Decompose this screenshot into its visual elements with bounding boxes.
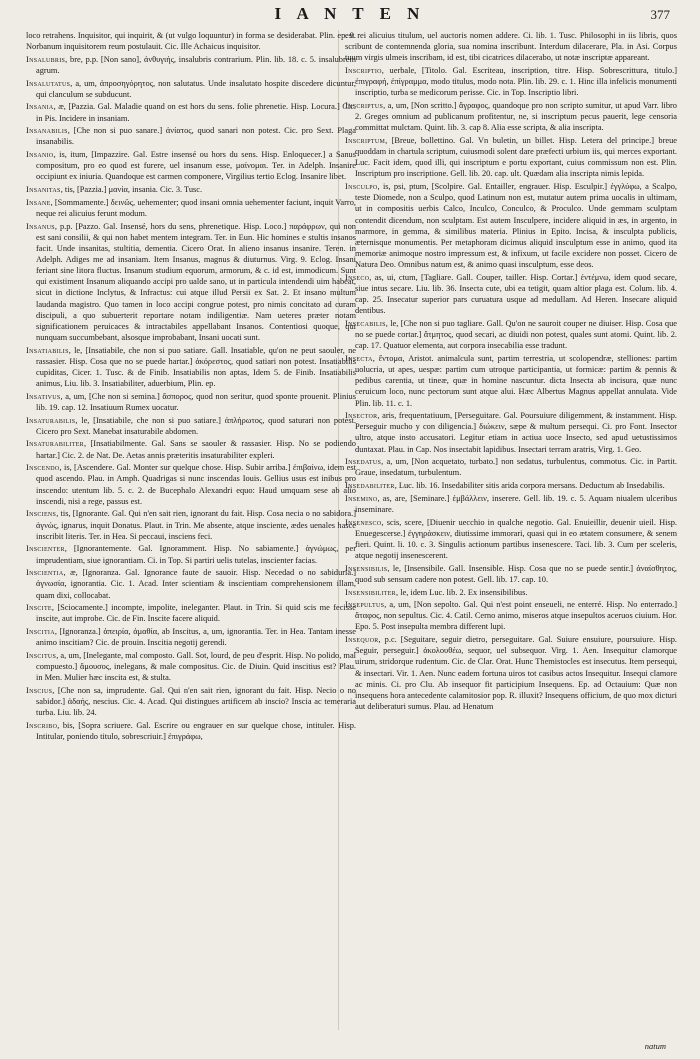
entry-text: , as, are, [Seminare.] ἐμβάλλειν, inserere. Gell. lib. 19. c. 5. Aquam niualem ulceribus inseminare. bbox=[355, 493, 677, 514]
entry-headword: Insciens bbox=[26, 509, 57, 519]
page-number: 377 bbox=[650, 7, 670, 22]
entry-headword: Insanus bbox=[26, 221, 55, 231]
entry-text: , le, idem Luc. lib. 2. Ex insensibilibus. bbox=[396, 587, 528, 597]
dictionary-entry bbox=[345, 517, 677, 562]
entry-text: , p.c. [Seguitare, seguir dietro, perseguitare. Gal. Suiure ensuiure, poursuiure. Hisp. Seguir, perseguir.] ἀκολουθέω, sequor, uel subsequor. Virg. 1. Aen. Insequitur clamorque uirum, stridorque rudentum. Cic. de Clar. Orat. Hunc Themistocles est insecutus. Item persequi, & insectari. Vir. 1. Aen. Nunc eadem fortuna uiros tot casibus actos Insequitur. Insequi clamore ac minis. Ci. pro Clu. Ab insequor fit participium Insequens. Ep. ad Octauium: Quæ non insequens hora antecedente calamitosior pop. R. illuxit? Insequens officium, de quo mox dicturi aut deliberaturi sumus. Plau. ad Henatum bbox=[355, 635, 677, 712]
entry-headword: Inscite bbox=[26, 603, 52, 613]
dictionary-entry bbox=[345, 587, 677, 598]
dictionary-entry bbox=[26, 438, 356, 460]
entry-headword: Inscius bbox=[26, 685, 53, 695]
entry-text: , is, itum, [Impazzire. Gal. Estre insensé ou hors du sens. Hisp. Enloquecer.] a Sanus compositum, pro eo quod est furere, uel insanum esse, μαίνομαι. Ter. in Adelph. Insanire occipiunt ex iniuria. Quandoque est carmen componere, Virgilius tertio Eclog. Insanire libet. bbox=[36, 150, 356, 182]
entry-headword: Insanitas bbox=[26, 185, 61, 195]
entry-headword: Insemino bbox=[345, 493, 378, 503]
dictionary-entry bbox=[26, 543, 356, 565]
entry-headword: Insaturabilis bbox=[26, 415, 76, 425]
entry-text: , a, um, [Non acquetato, turbato.] non sedatus, turbulentus, commotus. Cic. in Partit. Graue, insedatum, turbulentum. bbox=[355, 457, 677, 478]
entry-headword: Insaturabiliter bbox=[26, 439, 84, 449]
entry-text: , tis, [Ignorante. Gal. Qui n'en sait rien, ignorant du fait. Hisp. Cosa necia o no sabidora.] ἀγνώς, ignarus, inquit Donatus. Plaut. in Trin. Me absente, atque insciente, ædes uenales hasce inscribit literis. Ter. in Hea. Si peccaui, insciens feci. bbox=[36, 509, 356, 541]
dictionary-entry bbox=[26, 221, 356, 344]
dictionary-entry bbox=[345, 410, 677, 455]
dictionary-entry bbox=[26, 345, 356, 390]
entry-headword: Insensibilis bbox=[345, 563, 388, 573]
left-column bbox=[26, 30, 356, 1055]
entry-text: , a, um, [Non scritto.] ἄγραφος, quandoque pro non scripto sumitur, ut apud Varr. libro 2. Greges omnium ad publicanum profitentur, ne, si inscriptum pecus pauerit, lege censoria committat mulctam. Quint. lib. 3. cap 8. Alia esse scripta, & alia inscripta. bbox=[355, 100, 677, 133]
entry-headword: Insedatus bbox=[345, 457, 382, 467]
entry-headword: Insativus bbox=[26, 391, 61, 401]
entry-text: , le, [Insatiabile, che non si puo satiare.] ἀπλήρωτος, quod saturari non potest. Cicero pro Sext. Manebat insaturabile abdomen. bbox=[36, 415, 356, 436]
right-column bbox=[345, 30, 677, 1055]
entry-headword: Insecabilis bbox=[345, 318, 386, 328]
dictionary-entry bbox=[26, 391, 356, 413]
entry-headword: Inscendo bbox=[26, 463, 60, 473]
page-header bbox=[0, 4, 700, 26]
entry-headword: Insalutatus bbox=[26, 78, 71, 88]
entry-text: , æ, [Ignoranza. Gal. Ignorance faute de sauoir. Hisp. Necedad o no sabiduria.] ἀγνωσία, ignorantia. Cic. 1. Acad. Inter scientiam & inscientiam comprehensionem illam, quam dixi, collocabat. bbox=[36, 568, 356, 600]
entry-text: , p.p. [Pazzo. Gal. Insensé, hors du sens, phrenetique. Hisp. Loco.] παράφρων, qui non est sani consilii, & qui non habet mentem integram. Ter. in Eun. Hic homines e stultis insanos facit. Unde insanitas, stultitia, dementia. Cicero Orat. In alieno insanus insanire. Teren. in Adelph. Adiges me ad insaniam. Item Insanus, magnus & diuturnus. Virg. 9. Eclog. Insani feriant sine litora fluctus. Insanum studium equorum, armorum, & c. id est, immodicum. Sunt qui existiment Insanum aliquando accipi pro ualde sano, ut in particula intendendi uim habeat, sicut in dictione Inclytus, & Infractus: cui atque illud Persii ex Sat. 2. Et insano multum laudanda magistro. Quo tamen in loco accipi congrue potest, pro nimis concitato ad curam discipuli, a quo subuerterit reportare notam indiligentiæ. Nam ueteres præter notam significationem peruicaces & intractabiles appellabant Insanos. Contentiosi quoque, qui nunquam succumbebant, alsosque improbabant, Insani uocati sunt. bbox=[36, 221, 356, 343]
entry-text: , uerbale, [Titolo. Gal. Escriteau, inscription, titre. Hisp. Sobrescrittura, titulo.] ἐπιγραφή, ἐπίγραμμα, modo titulus, modo nota. Plin. lib. 29. c. 1. Hinc illa infelicis monumenti inscriptio, turba se medicorum perisse. Cic. in Top. Inscriptio libri. bbox=[355, 65, 677, 98]
entry-text: est rei alicuius titulum, uel auctoris nomen addere. Ci. lib. 1. Tusc. Philosophi in iis libris, quos scribunt de contemnenda gloria, sua nomina inscribunt. Interdum dilacerare, Pla. in Asi. Corpus tuum virgis ulmeis inscribam, id est, tibi cicatrices dilacerabo, ut notæ inscriptæ appareant. bbox=[345, 31, 677, 63]
entry-headword: Inscriptum bbox=[345, 135, 386, 145]
entry-text: , [Breue, bollettino. Gal. Vn buletin, un billet. Hisp. Letera del principe.] breue quoddam in chartula scriptum, cuiusmodi solent dare præfecti urbium iis, qui merces exportant. Luc. Facit idem, quod illi, qui inscriptum e portu exportant, cuius commissum non est. Plin. Inscriptum pro inscriptione. Gell. lib. 20. cap. ult. Quædam alia inscripta nimis lepida. bbox=[355, 135, 677, 179]
dictionary-entry bbox=[26, 415, 356, 437]
entry-text: , a, um, [Inelegante, mal composto. Gall. Sot, lourd, de peu d'esprit. Hisp. No polido, mal compuesto.] ἄμουσος, inelegans, & male compositus. Cic. de Diuin. Quid inscitius est? Plau. in Men. Mulier hæc inscita est, & stulta. bbox=[36, 650, 356, 683]
dictionary-entry bbox=[26, 78, 356, 100]
dictionary-entry bbox=[26, 101, 356, 123]
entry-headword: Inscitia bbox=[26, 626, 55, 636]
entry-text: , [Ignoranza.] ἀπειρία, ἀμαθία, ab Inscitus, a, um, ignorantia. Ter. in Hea. Tantam inesse animo inscitiam? Cic. de prouin. Inscitia negotij gerendi. bbox=[36, 626, 356, 648]
entry-headword: Insepultus bbox=[345, 600, 385, 610]
dictionary-entry bbox=[345, 100, 677, 133]
dictionary-entry bbox=[26, 125, 356, 147]
dictionary-entry bbox=[26, 197, 356, 219]
entry-headword: Insalubris bbox=[26, 54, 66, 64]
dictionary-entry bbox=[26, 602, 356, 624]
dictionary-entry bbox=[26, 462, 356, 507]
dictionary-entry bbox=[345, 30, 677, 63]
entry-text: , [Sciocamente.] incompte, impolite, ineleganter. Plaut. in Trin. Si quid scis me fecisse inscite, aut improbe. Cic. de Fin. Inscite facere aliquid. bbox=[36, 603, 356, 624]
entry-headword: Inseco bbox=[345, 272, 370, 282]
dictionary-entry bbox=[345, 135, 677, 180]
entry-text: , is, [Ascendere. Gal. Monter sur quelque chose. Hisp. Subir arriba.] ἐπιβαίνω, idem est quod ascendo. Plau. in Amph. Quadrigas si nunc inscendas Iouis. Gellius usus est inibus pro inscendo: utentum lib. 5. c. 2. de Bucephalo Alexandri equo: Haud umquam sese ab alio inscendi, nisi a rege, passus est. bbox=[36, 463, 356, 506]
running-head: I A N T E N bbox=[274, 4, 426, 23]
entry-text: , [Che non si puo sanare.] ἀνίατος, quod sanari non potest. Cic. pro Sext. Plaga insanabilis. bbox=[36, 126, 356, 147]
entry-text: , a, um, [Che non si semina.] ἄσπορος, quod non seritur, quod sponte prouenit. Plinius lib. 19. cap. 12. Insatiuum Rumex uocatur. bbox=[36, 391, 356, 412]
entry-text: , le, [Insensibile. Gall. Insensible. Hisp. Cosa que no se puede sentir.] ἀναίσθητος, quod sub sensum cadere non potest. Gell. lib. 17. cap. 10. bbox=[355, 563, 677, 584]
dictionary-entry bbox=[345, 65, 677, 98]
dictionary-entry bbox=[345, 181, 677, 270]
dictionary-entry bbox=[26, 626, 356, 648]
entry-headword: Inscienter bbox=[26, 544, 65, 554]
entry-text: , bis, [Sopra scriuere. Gal. Escrire ou engrauer en sur quelque chose, intituler. Hisp. Intitular, poniendo titulo, sobrescriuir.] ἐπιγράφω, bbox=[36, 720, 356, 741]
entry-headword: Insecta bbox=[345, 353, 373, 363]
entry-headword: Insensibiliter bbox=[345, 587, 396, 597]
entry-text: , [Ignorantemente. Gal. Ignoramment. Hisp. No sabiamente.] ἀγνώμως, per imprudentiam, siue ignorantiam. Ci. in Top. Si partiri uelis tutelas, inscienter facias. bbox=[36, 544, 356, 565]
entry-text: , tis, [Pazzia.] μανία, insania. Cic. 3. Tusc. bbox=[60, 185, 203, 195]
entry-headword: Insenesco bbox=[345, 517, 382, 527]
entry-text: , scis, scere, [Diuenir uecchio in qualche negotio. Gal. Enuieillir, deuenir uieil. Hisp. Enuegescerse.] ἐγγηράσκειν, diutissime immorari, quasi qui in eo ætatem consumere, & senem fieri. Quint. li. 10. c. 3. Singulis actionum partibus insenescere. Taci. lib. 3. Cum per sceleris, atque negotij insenescerent. bbox=[355, 517, 677, 561]
entry-headword: Insania bbox=[26, 102, 54, 112]
entry-text: , Luc. lib. 16. Insedabiliter sitis arida corpora mersans. Deductum ab Insedabilis. bbox=[394, 481, 665, 491]
dictionary-entry bbox=[345, 456, 677, 478]
dictionary-entry bbox=[345, 493, 677, 515]
entry-headword: Inscientia bbox=[26, 568, 64, 578]
entry-text: , [Che non sa, imprudente. Gal. Qui n'en sait rien, ignorant du fait. Hisp. Necio o no sabidor.] ἀδαής, nescius. Cic. 4. Acad. Qui distingues artificem ab inscio? Inscia ac temeraria turba. Liu. lib. 24. bbox=[36, 685, 356, 718]
dictionary-entry bbox=[26, 149, 356, 182]
entry-headword: Inscriptio bbox=[345, 65, 382, 75]
entry-text: , as, ui, ctum, [Tagliare. Gall. Couper, tailler. Hisp. Cortar.] ἐντέμνω, idem quod secare, siue intus secare. Liu. lib. 36. Insecta cute, ubi ea tetigit, quam altior plaga est. Colum. lib. 4. cap. 25. Insecatur superior pars curuatura usque ad medullam. Ad Heren. Insecare aliquid dentibus. bbox=[355, 272, 677, 316]
dictionary-entry bbox=[345, 634, 677, 712]
entry-text: loco retrahens. Inquisitor, qui inquirit, & (ut vulgo loquuntur) in forma se desiderabat. Plin. ep. 9. Norbanum inquisitorem reum postulauit. Cic. Ille Achaicus inquisitor. bbox=[26, 31, 356, 52]
entry-text: , a, um, ἀπροσηγόρητος, non salutatus. Unde insalutato hospite discedere dicuntur, qui clanculum se subducunt. bbox=[36, 78, 356, 99]
dictionary-entry bbox=[345, 272, 677, 317]
entry-text: , a, um, [Non sepolto. Gal. Qui n'est point enseueli, ne enterré. Hisp. No enterrado.] ἄταφος, non sepultus. Cic. 4. Catil. Cerno animo, miseros atque insepultos aceruos ciuium. Hor. Epo. 5. Post insepulta membra different lupi. bbox=[355, 600, 677, 632]
entry-headword: Insequor bbox=[345, 635, 379, 645]
dictionary-entry bbox=[345, 563, 677, 585]
entry-headword: Inscriptus bbox=[345, 100, 384, 110]
dictionary-entry bbox=[26, 650, 356, 683]
entry-headword: Insculpo bbox=[345, 182, 378, 192]
entry-text: , æ, [Pazzia. Gal. Maladie quand on est hors du sens. folie phrenetie. Hisp. Locura.] Cic. in Pis. Incidere in insaniam. bbox=[36, 102, 356, 123]
entry-text: , [Sommamente.] δεινῶς, uehementer; quod insani omnia uehementer faciunt, inquit Varro, neque rei alicuius ferunt modum. bbox=[36, 197, 356, 218]
entry-headword: Insanabilis bbox=[26, 126, 68, 136]
dictionary-entry bbox=[26, 508, 356, 541]
dictionary-entry bbox=[26, 720, 356, 742]
dictionary-entry bbox=[26, 184, 356, 195]
entry-headword: Insatiabilis bbox=[26, 345, 69, 355]
entry-text: , is, psi, ptum, [Scolpire. Gal. Entailler, engrauer. Hisp. Esculpir.] ἐγγλύφω, a Scalpo, teste Diomede, non a Sculpo, quod Latinum non est, mutatur autem prima uocalis in ultimam, ut in compositis uerbis Calco, Inculco, Conculco, & Proculco. Unde gemmam sculptam contendit dicendum, non sculptam. Est autem Insculpere, incidere aliquid in æs, in argento, in marmore, in gemma, & similibus materia. Plinius in Epito. Incisa, & insculpta publicis, æternisque monumentis. Per metaphoram dicimus aliquid insculptum esse in animo, quod ita memoriæ animoque nostro impressum est, & infixum, ut facile excidere non posset. Cicero de Natura Deo. Omnibus natum est, & animo quasi insculptum, esse deos. bbox=[355, 182, 677, 270]
entry-headword: Inscribo bbox=[26, 720, 58, 730]
entry-text: , [Insatiabilmente. Gal. Sans se saouler & rassasier. Hisp. No se podiendo hartar.] Cic. 2. de Nat. De. Aetas annis præteritis insaturabiliter expleri. bbox=[36, 439, 356, 460]
entry-text: , le, [Che non si puo tagliare. Gall. Qu'on ne sauroit couper ne diuiser. Hisp. Cosa que no se puede cortar.] ἄτμητος, quod secari, ac diuidi non potest, quales sunt atomi. Quint. lib. 2. cap. 17. Quatuor elementa, aut corpora insecabilia esse tradunt. bbox=[355, 318, 677, 351]
entry-headword: Insector bbox=[345, 411, 378, 421]
catchword: natum bbox=[644, 1041, 666, 1051]
dictionary-entry bbox=[345, 318, 677, 351]
dictionary-entry bbox=[26, 30, 356, 52]
entry-text: , le, [Insatiabile, che non si puo satiare. Gall. Insatiable, qu'on ne peut saouler, ne rassasier. Hisp. Cosa que no se puede hartar.] ἀκόρεστος, quod satiari non potest. Insatiabilis cupiditas, Cicer. 1. Tusc. & de Finib. Insatiabilis non aptas, Idem 5. de Finib. Insatiabilis animus, Liu. lib. 3. Insatiabiliter, aduerbium, Plin. ep. bbox=[36, 345, 356, 389]
dictionary-entry bbox=[345, 480, 677, 491]
entry-headword: Insanio bbox=[26, 150, 54, 160]
dictionary-entry bbox=[26, 685, 356, 718]
dictionary-entry bbox=[345, 599, 677, 632]
entry-text: , bre, p.p. [Non sano], ἀνθυγιής, insalubris contrarium. Plin. lib. 18. c. 5. insalubrem agrum. bbox=[36, 54, 356, 75]
entry-headword: Insedabiliter bbox=[345, 481, 395, 491]
dictionary-entry bbox=[345, 353, 677, 409]
dictionary-entry bbox=[26, 54, 356, 76]
entry-text: , aris, frequentatiuum, [Perseguitare. Gal. Poursuiure diligemment, & instamment. Hisp. Perseguir mucho y con diligencia.] διώκειν, sæpe & multum persequi. Ci. pro Font. Insector ultro, atque insto accusatori. Legitur etiam in actiua uoce Insecto, sed apud uetustissimos duntaxat. Plau. in Cap. Nos insectabit lapidibus. Insectari terram aratris, Virg. 1. Geo. bbox=[355, 411, 677, 454]
entry-text: , ἔντομα, Aristot. animalcula sunt, partim terrestria, ut scolopendræ, stelliones: partim uolucria, ut apes, uespæ: partim cum utroque participantia, ut formicæ: partim & pennis & pedibus carentia, ut tineæ, quæ in homine nascuntur. dicta Insecta ab incisura, quæ nunc ceruicum loco, nunc pectorum sunt atque alui. Hæc Albertus Magnus appellat annulata. Vide Plin. lib. 11. c. 1. bbox=[355, 353, 677, 408]
entry-headword: Inscitus bbox=[26, 650, 57, 660]
entry-headword: Insane bbox=[26, 197, 51, 207]
dictionary-entry bbox=[26, 567, 356, 600]
